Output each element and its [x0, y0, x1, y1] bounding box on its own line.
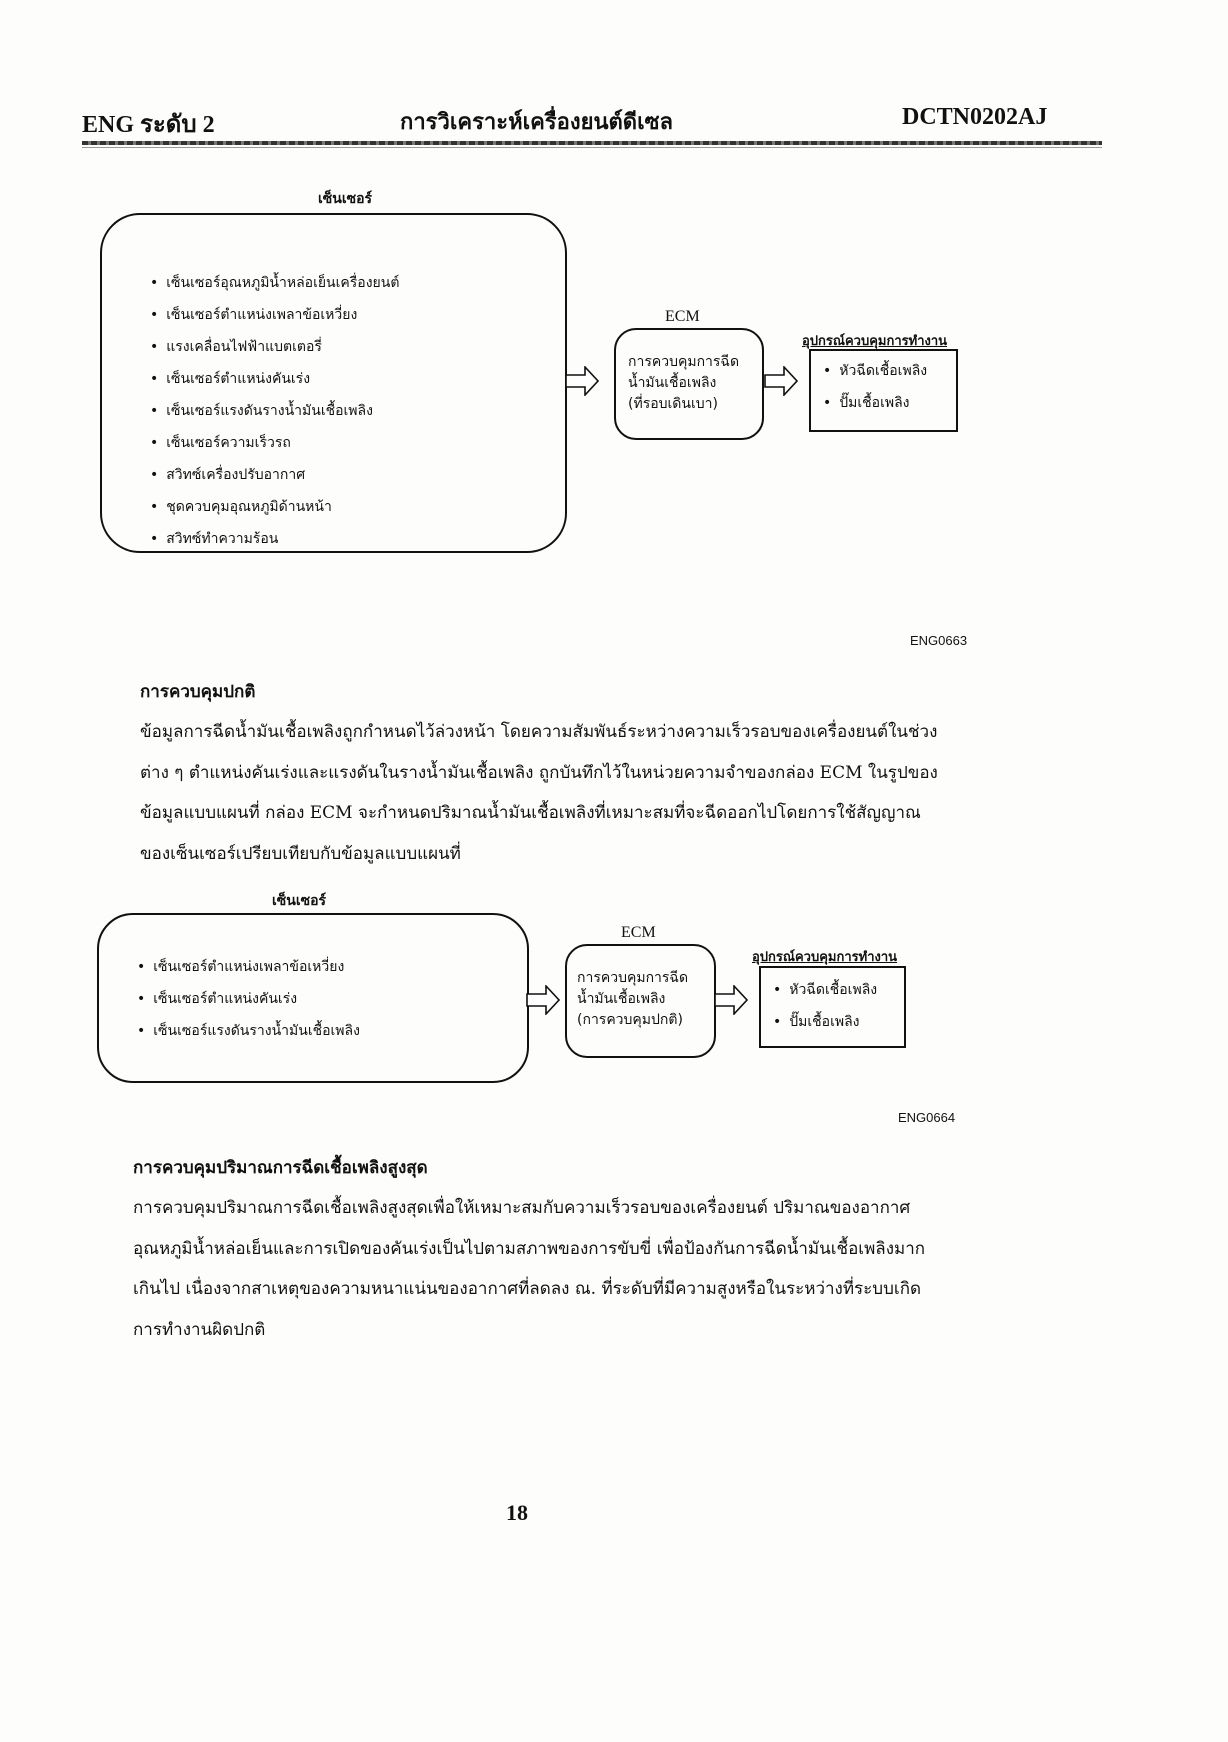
ecm-line: (การควบคุมปกติ): [577, 1012, 683, 1028]
page-number: 18: [506, 1500, 528, 1525]
arrow-right-icon: [526, 985, 560, 1015]
sensor-item: • เซ็นเซอร์ตำแหน่งคันเร่ง: [137, 983, 527, 1015]
actuator-list: [773, 974, 904, 1038]
figure-code: ENG0663: [910, 633, 968, 648]
paragraph-line: การทำงานผิดปกติ: [133, 1319, 266, 1340]
ecm-description: [577, 968, 714, 1031]
paragraph-line: ของเซ็นเซอร์เปรียบเทียบกับข้อมูลแบบแผนที่: [140, 843, 461, 864]
paragraph-line: อุณหภูมิน้ำหล่อเย็นและการเปิดของคันเร่งเป็นไปตามสภาพของการขับขี่ เพื่อป้องกันการฉีดน้ำมันเชื้อเพลิงมาก: [133, 1238, 926, 1259]
arrow-right-icon: [565, 366, 599, 396]
sensor-item: • เซ็นเซอร์ตำแหน่งเพลาข้อเหวี่ยง: [137, 951, 527, 983]
sensor-item: • สวิทซ์เครื่องปรับอากาศ: [150, 459, 565, 491]
paragraph-line: ต่าง ๆ ตำแหน่งคันเร่งและแรงดันในรางน้ำมันเชื้อเพลิง ถูกบันทึกไว้ในหน่วยความจำของกล่อง ECM ในรูปของ: [140, 762, 938, 783]
ecm-line: น้ำมันเชื้อเพลิง: [577, 991, 666, 1007]
ecm-line: การควบคุมการฉีด: [628, 354, 740, 370]
header-course-level: ENG ระดับ 2: [82, 112, 215, 138]
paragraph-line: เกินไป เนื่องจากสาเหตุของความหนาแน่นของอากาศที่ลดลง ณ. ที่ระดับที่มีความสูงหรือในระหว่างที่ระบบเกิด: [133, 1279, 922, 1299]
section-heading: การควบคุมปกติ: [140, 682, 256, 702]
diagram1-sensor-box: [100, 213, 567, 553]
diagram2-sensor-box: [97, 913, 529, 1083]
diagram1-actuator-title: อุปกรณ์ควบคุมการทำงาน: [802, 334, 948, 349]
diagram2-ecm-box: [565, 944, 716, 1058]
diagram2-sensor-title: เซ็นเซอร์: [272, 893, 327, 909]
ecm-line: การควบคุมการฉีด: [577, 970, 689, 986]
sensor-item: • ชุดควบคุมอุณหภูมิด้านหน้า: [150, 491, 565, 523]
sensor-item: • เซ็นเซอร์อุณหภูมิน้ำหล่อเย็นเครื่องยนต์: [150, 267, 565, 299]
sensor-item: • เซ็นเซอร์ตำแหน่งเพลาข้อเหวี่ยง: [150, 299, 565, 331]
actuator-item: • ปั๊มเชื้อเพลิง: [773, 1006, 904, 1038]
arrow-right-icon: [764, 366, 798, 396]
paragraph-line: การควบคุมปริมาณการฉีดเชื้อเพลิงสูงสุดเพื่อให้เหมาะสมกับความเร็วรอบของเครื่องยนต์ ปริมาณของอากาศ: [133, 1198, 911, 1218]
actuator-list: [823, 355, 956, 419]
sensor-item: • เซ็นเซอร์ตำแหน่งคันเร่ง: [150, 363, 565, 395]
actuator-item: • หัวฉีดเชื้อเพลิง: [823, 355, 956, 387]
actuator-item: • หัวฉีดเชื้อเพลิง: [773, 974, 904, 1006]
diagram2-actuator-box: [759, 966, 906, 1048]
sensor-item: • สวิทซ์ทำความร้อน: [150, 523, 565, 555]
diagram2-sensor-list: [137, 951, 527, 1047]
ecm-description: [628, 352, 762, 415]
diagram1-sensor-list: [150, 267, 565, 555]
ecm-line: น้ำมันเชื้อเพลิง: [628, 375, 717, 391]
arrow-right-icon: [714, 985, 748, 1015]
paragraph-line: ข้อมูลแบบแผนที่ กล่อง ECM จะกำหนดปริมาณน้ำมันเชื้อเพลิงที่เหมาะสมที่จะฉีดออกไปโดยการใช้สัญญาณ: [140, 803, 921, 823]
diagram1-ecm-title: ECM: [665, 308, 700, 325]
sensor-item: • เซ็นเซอร์แรงดันรางน้ำมันเชื้อเพลิง: [150, 395, 565, 427]
diagram1-actuator-box: [809, 349, 958, 432]
section-paragraph: [140, 712, 1090, 874]
figure-code: ENG0664: [898, 1110, 956, 1125]
diagram2-actuator-title: อุปกรณ์ควบคุมการทำงาน: [752, 950, 898, 965]
diagram1-ecm-box: [614, 328, 764, 440]
actuator-item: • ปั๊มเชื้อเพลิง: [823, 387, 956, 419]
diagram2-ecm-title: ECM: [621, 924, 656, 941]
section-heading: การควบคุมปริมาณการฉีดเชื้อเพลิงสูงสุด: [133, 1158, 428, 1178]
header-title: การวิเคราะห์เครื่องยนต์ดีเซล: [400, 109, 674, 135]
header-rule-thin: [82, 147, 1102, 148]
header-doc-code: DCTN0202AJ: [902, 104, 1048, 130]
section-paragraph: [133, 1188, 1083, 1350]
ecm-line: (ที่รอบเดินเบา): [628, 396, 718, 412]
sensor-item: • แรงเคลื่อนไฟฟ้าแบตเตอรี่: [150, 331, 565, 363]
sensor-item: • เซ็นเซอร์แรงดันรางน้ำมันเชื้อเพลิง: [137, 1015, 527, 1047]
sensor-item: • เซ็นเซอร์ความเร็วรถ: [150, 427, 565, 459]
paragraph-line: ข้อมูลการฉีดน้ำมันเชื้อเพลิงถูกกำหนดไว้ล่วงหน้า โดยความสัมพันธ์ระหว่างความเร็วรอบของเครื่องยนต์ในช่วง: [140, 722, 938, 742]
diagram1-sensor-title: เซ็นเซอร์: [318, 191, 373, 207]
header-rule: [82, 141, 1102, 145]
